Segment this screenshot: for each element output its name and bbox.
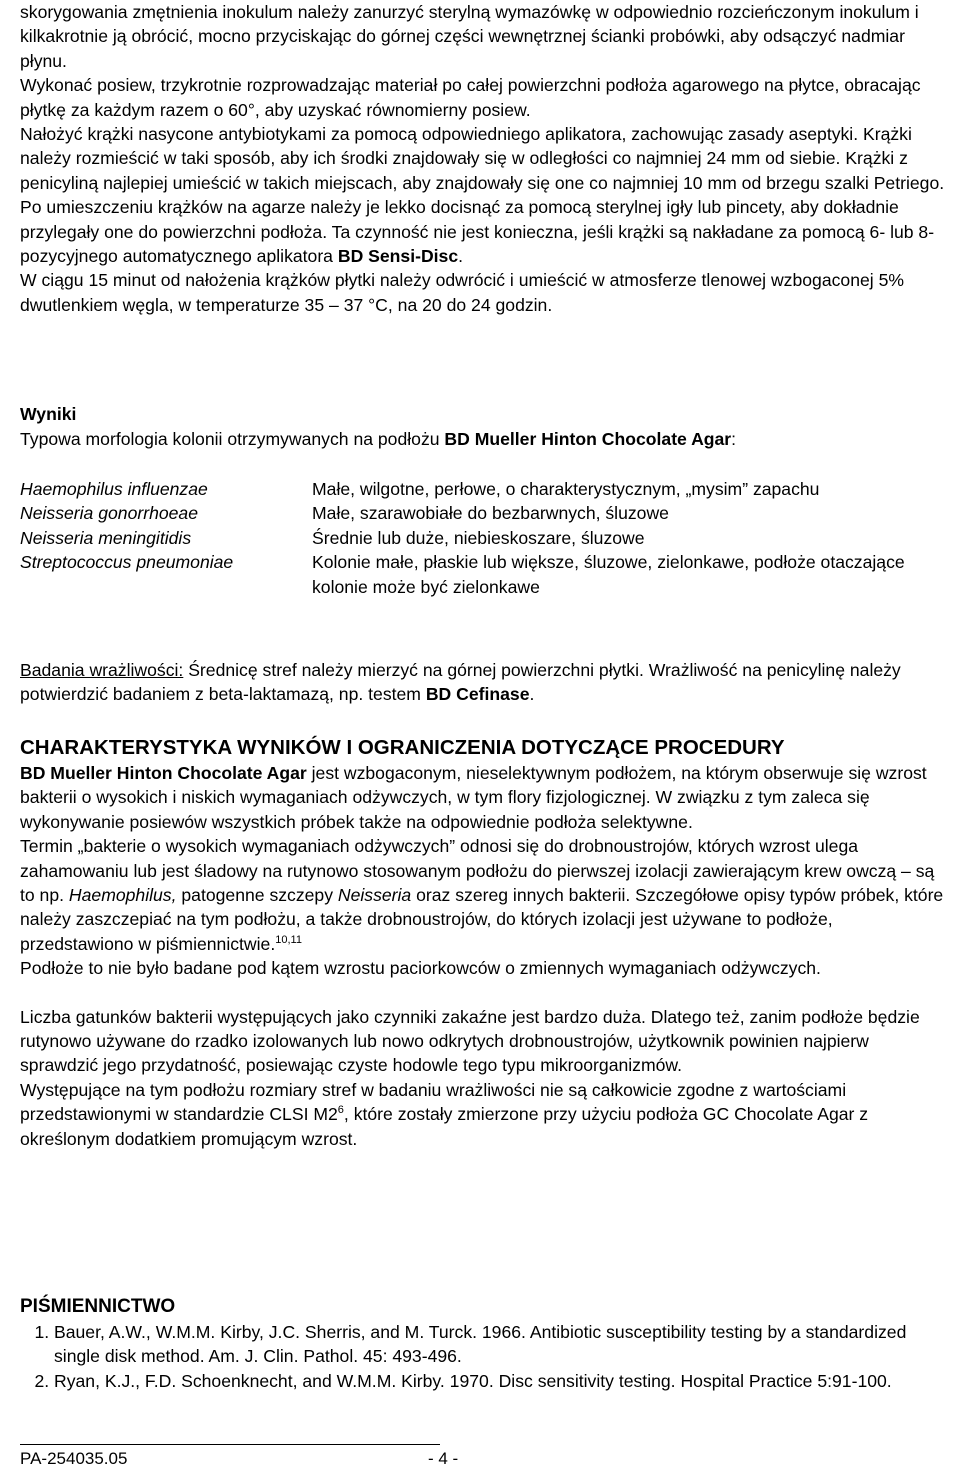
limitations-paragraph-2: Termin „bakterie o wysokich wymaganiach odżywczych” odnosi się do drobnoustrojów, których wzrost ulega zahamowaniu lub jest śladowy na rutynowo stosowanym podłożu do pierwszej izolacji zawierającym krew owczą – są to np. Haemophilus, patogenne szczepy Neisseria oraz szereg innych bakterii. Szczegółowe opisy typów próbek, które należy zaszczepiać na tym podłożu, a także drobnoustrojów, do których izolacji jest używane to podłoże, przedstawiono w piśmiennictwie.$^{10,11}$ xyxy=(20,836,944,954)
table-row xyxy=(20,501,945,525)
procedure-paragraph-1: skorygowania zmętnienia inokulum należy zanurzyć sterylną wymazówkę w odpowiednio rozcieńczonym inokulum i kilkakrotnie ją obrócić, mocno przyciskając do górnej części wewnętrznej ścianki probówki, aby odsączyć nadmiar płynu. xyxy=(20,2,919,71)
sensitivity-paragraph: Badania wrażliwości: Średnicę stref należy mierzyć na górnej powierzchni płytki. Wrażliwość na penicylinę należy potwierdzić badaniem z beta-laktamazą, np. testem BD Cefinase. xyxy=(20,660,901,705)
procedure-paragraph-4: W ciągu 15 minut od nałożenia krążków płytki należy odwrócić i umieścić w atmosferze tlenowej wzbogaconej 5% dwutlenkiem węgla, w temperaturze 35 – 37 °C, na 20 do 24 godzin. xyxy=(20,270,904,315)
limitations-paragraph-5: Występujące na tym podłożu rozmiary stref w badaniu wrażliwości nie są całkowicie zgodne z wartościami przedstawionymi w standardzie CLSI $M2^6$, które zostały zmierzone przy użyciu podłoża GC Chocolate Agar z określonym dodatkiem promującym wzrost. xyxy=(20,1079,869,1149)
colony-description: Małe, szarawobiałe do bezbarwnych, śluzowe xyxy=(312,503,669,524)
sensitivity-label: Badania wrażliwości: xyxy=(20,660,184,680)
colony-description: Średnie lub duże, niebieskoszare, śluzowe xyxy=(312,527,645,548)
limitations-heading: CHARAKTERYSTYKA WYNIKÓW I OGRANICZENIA DOTYCZĄCE PROCEDURY xyxy=(20,736,785,759)
table-row xyxy=(20,477,945,501)
colony-description: Kolonie małe, płaskie lub większe, śluzowe, zielonkawe, podłoże otaczające kolonie może być zielonkawe xyxy=(312,552,905,597)
cefinase-brand: BD Cefinase xyxy=(425,684,530,705)
sensitivity-section xyxy=(20,658,945,707)
organism-name: Neisseria gonorrhoeae xyxy=(20,503,198,524)
results-heading: Wyniki xyxy=(20,404,77,424)
sensi-disc-brand: BD Sensi-Disc xyxy=(337,246,459,267)
page-number: - 4 - xyxy=(428,1449,459,1468)
limitations-paragraph-3: Podłoże to nie było badane pod kątem wzrostu paciorkowców o zmiennych wymaganiach odżywczych. xyxy=(20,958,821,979)
results-lead: Typowa morfologia kolonii otrzymywanych na podłożu BD Mueller Hinton Chocolate Agar: xyxy=(20,429,737,449)
references-list xyxy=(20,1320,945,1393)
procedure-paragraph-3-text: Nałożyć krążki nasycone antybiotykami za pomocą odpowiedniego aplikatora, zachowując zasady aseptyki. Krążki należy rozmieścić w taki sposób, aby ich środki znajdowały się w odległości co najmniej 24 mm od siebie. Krążki z penicyliną najlepiej umieścić w takich miejscach, aby znajdowały się one co najmniej 10 mm od brzegu szalki Petriego. Po umieszczeniu krążków na agarze należy je lekko docisnąć za pomocą sterylnej igły lub pincety, aby dokładnie przylegały one do powierzchni podłoża. Ta czynność nie jest konieczna, jeśli krążki są nakładane za pomocą 6- lub 8-pozycyjnego automatycznego aplikatora xyxy=(20,124,945,267)
procedure-paragraph-2: Wykonać posiew, trzykrotnie rozprowadzając materiał po całej powierzchni podłoża agarowego na płytce, obracając płytkę za każdym razem o 60°, aby uzyskać równomierny posiew. xyxy=(20,75,921,120)
table-row xyxy=(20,526,945,550)
document-id: PA-254035.05 xyxy=(20,1449,128,1468)
references-heading: PIŚMIENNICTWO xyxy=(20,1296,176,1317)
footer-divider xyxy=(20,1444,440,1445)
procedure-section xyxy=(20,0,945,317)
procedure-paragraph-3: Nałożyć krążki nasycone antybiotykami za pomocą odpowiedniego aplikatora, zachowując zasady aseptyki. Krążki należy rozmieścić w taki sposób, aby ich środki znajdowały się w odległości co najmniej 24 mm od siebie. Krążki z penicyliną najlepiej umieścić w takich miejscach, aby znajdowały się one co najmniej 10 mm od brzegu szalki Petriego. Po umieszczeniu krążków na agarze należy je lekko docisnąć za pomocą sterylnej igły lub pincety, aby dokładnie przylegały one do powierzchni podłoża. Ta czynność nie jest konieczna, jeśli krążki są nakładane za pomocą 6- lub 8-pozycyjnego automatycznego aplikatora BD Sensi-Disc. xyxy=(20,124,945,267)
limitations-paragraph-4: Liczba gatunków bakterii występujących jako czynniki zakaźne jest bardzo duża. Dlatego też, zanim podłoże będzie rutynowo używane do rzadko izolowanych lub nowo odkrytych drobnoustrojów, użytkownik powinien najpierw sprawdzić jego przydatność, posiewając czyste hodowle tego typu mikroorganizmów. xyxy=(20,1006,920,1076)
citation-superscript: 10,11 xyxy=(275,933,302,946)
organism-name: Streptococcus pneumoniae xyxy=(20,552,234,573)
results-section xyxy=(20,402,736,451)
table-row xyxy=(20,550,945,599)
morphology-table xyxy=(20,477,945,599)
agar-name: BD Mueller Hinton Chocolate Agar xyxy=(444,429,732,449)
reference-item: 1. Bauer, A.W., W.M.M. Kirby, J.C. Sherris, and M. Turck. 1966. Antibiotic susceptibility testing by a standardized single disk method. Am. J. Clin. Pathol. 45: 493-496. xyxy=(54,1320,945,1369)
limitations-section xyxy=(20,735,945,1151)
references-section xyxy=(20,1294,945,1393)
organism-name: Neisseria meningitidis xyxy=(20,527,192,548)
reference-item: 2. Ryan, K.J., F.D. Schoenknecht, and W.M.M. Kirby. 1970. Disc sensitivity testing. Hospital Practice 5:91-100. xyxy=(54,1369,945,1393)
organism-name: Haemophilus influenzae xyxy=(20,479,208,499)
colony-description: Małe, wilgotne, perłowe, o charakterystycznym, „mysim” zapachu xyxy=(312,479,820,499)
citation-superscript: 6 xyxy=(337,1104,344,1117)
limitations-paragraph-1: BD Mueller Hinton Chocolate Agar jest wzbogaconym, nieselektywnym podłożem, na którym obserwuje się wzrost bakterii o wysokich i niskich wymaganiach odżywczych, w tym flory fizjologicznej. W związku z tym zaleca się wykonywanie posiewów wszystkich próbek także na odpowiednie podłoża selektywne. xyxy=(20,763,927,832)
page-footer xyxy=(20,1449,459,1469)
